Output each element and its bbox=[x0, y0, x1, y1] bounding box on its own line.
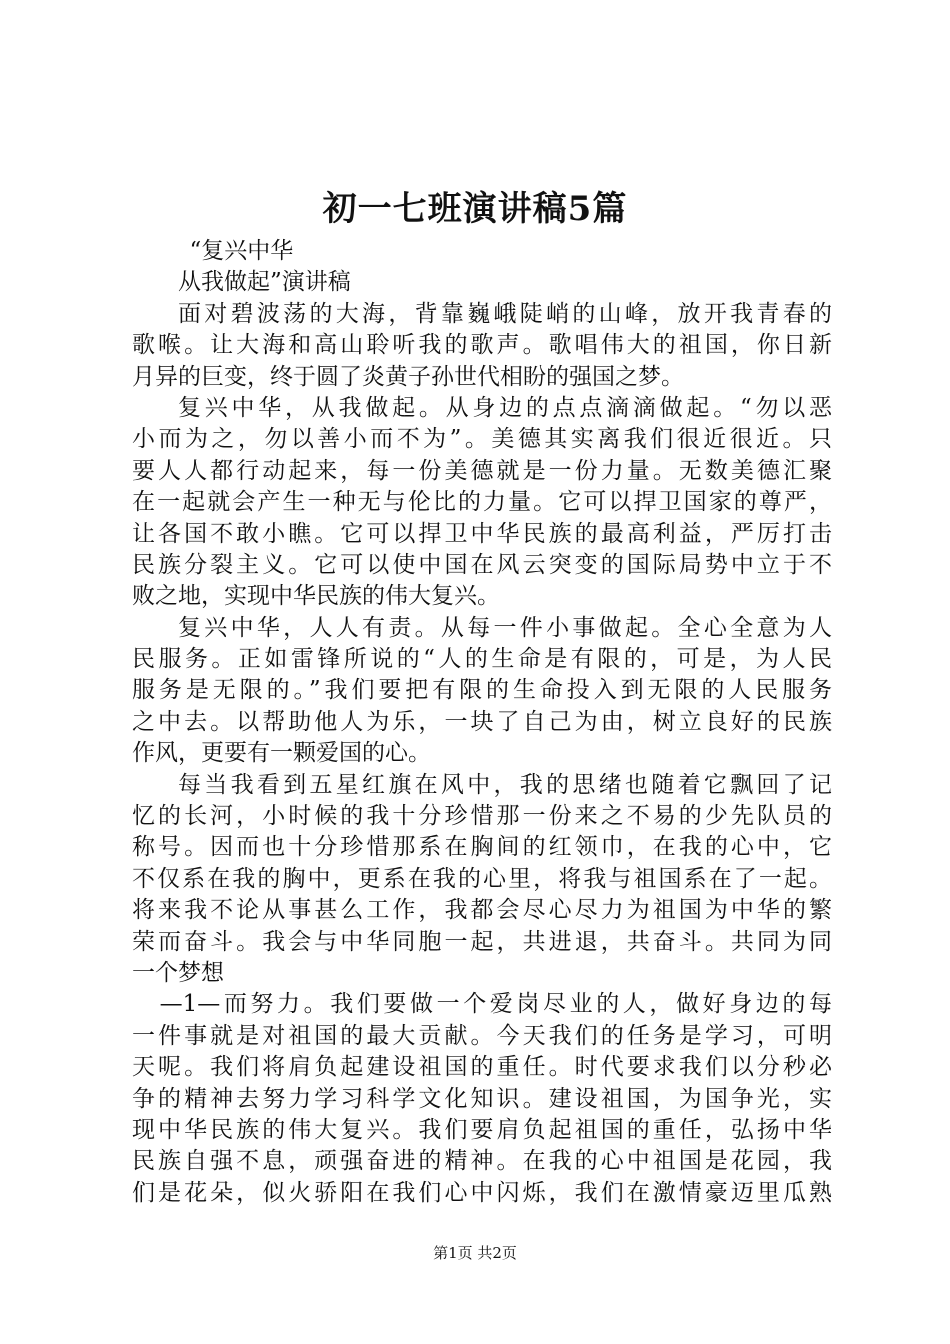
text-line: 民族自强不息，顽强奋进的精神。在我的心中祖国是花园，我 bbox=[132, 1148, 832, 1175]
text-line: 现中华民族的伟大复兴。我们要肩负起祖国的重任，弘扬中华 bbox=[132, 1116, 832, 1143]
text-line: 在一起就会产生一种无与伦比的力量。它可以捍卫国家的尊严， bbox=[132, 489, 832, 516]
document-body bbox=[132, 236, 832, 1209]
text-line: 不仅系在我的胸中，更系在我的心里，将我与祖国系在了一起。 bbox=[132, 865, 832, 892]
text-line: 忆的长河，小时候的我十分珍惜那一份来之不易的少先队员的 bbox=[132, 803, 832, 830]
text-line: 一件事就是对祖国的最大贡献。今天我们的任务是学习，可明 bbox=[132, 1022, 832, 1049]
text-line: 争的精神去努力学习科学文化知识。建设祖国，为国争光，实 bbox=[132, 1085, 832, 1112]
text-line: 服务是无限的。”我们要把有限的生命投入到无限的人民服务 bbox=[132, 677, 832, 704]
text-line: 称号。因而也十分珍惜那系在胸间的红领巾，在我的心中，它 bbox=[132, 834, 832, 861]
text-line: 之中去。以帮助他人为乐，一块了自己为由，树立良好的民族 bbox=[132, 708, 832, 735]
page-footer: 第1页 共2页 bbox=[433, 1244, 517, 1262]
text-line: 天呢。我们将肩负起建设祖国的重任。时代要求我们以分秒必 bbox=[132, 1054, 832, 1081]
document-title: 初一七班演讲稿5篇 bbox=[322, 189, 628, 229]
text-line: 民族分裂主义。它可以使中国在风云突变的国际局势中立于不 bbox=[132, 551, 832, 578]
text-line: —1—而努力。我们要做一个爱岗尽业的人，做好身边的每 bbox=[159, 991, 832, 1018]
text-line: 败之地，实现中华民族的伟大复兴。 bbox=[132, 583, 500, 610]
text-line: 将来我不论从事甚么工作，我都会尽心尽力为祖国为中华的繁 bbox=[132, 897, 832, 924]
text-line: 月异的巨变，终于圆了炎黄子孙世代相盼的强国之梦。 bbox=[132, 363, 684, 390]
text-line: 一个梦想 bbox=[132, 959, 224, 986]
text-line: 面对碧波荡的大海，背靠巍峨陡峭的山峰，放开我青春的 bbox=[178, 300, 832, 327]
text-line: 复兴中华，人人有责。从每一件小事做起。全心全意为人 bbox=[178, 614, 832, 641]
text-line: 小而为之，勿以善小而不为”。美德其实离我们很近很近。只 bbox=[132, 426, 832, 453]
text-line: 荣而奋斗。我会与中华同胞一起，共进退，共奋斗。共同为同 bbox=[132, 928, 832, 955]
text-line: 复兴中华，从我做起。从身边的点点滴滴做起。“勿以恶 bbox=[178, 394, 832, 421]
text-line: 每当我看到五星红旗在风中，我的思绪也随着它飘回了记 bbox=[178, 771, 832, 798]
text-line: 歌喉。让大海和高山聆听我的歌声。歌唱伟大的祖国，你日新 bbox=[132, 332, 832, 359]
text-line: 让各国不敢小瞧。它可以捍卫中华民族的最高利益，严厉打击 bbox=[132, 520, 832, 547]
text-line: 从我做起”演讲稿 bbox=[178, 269, 351, 296]
text-line: 民服务。正如雷锋所说的“人的生命是有限的，可是，为人民 bbox=[132, 646, 832, 673]
text-line: 要人人都行动起来，每一份美德就是一份力量。无数美德汇聚 bbox=[132, 457, 832, 484]
text-line: 们是花朵，似火骄阳在我们心中闪烁，我们在激情豪迈里瓜熟 bbox=[132, 1179, 832, 1206]
text-line: “复兴中华 bbox=[189, 238, 294, 264]
text-line: 作风，更要有一颗爱国的心。 bbox=[132, 740, 431, 767]
